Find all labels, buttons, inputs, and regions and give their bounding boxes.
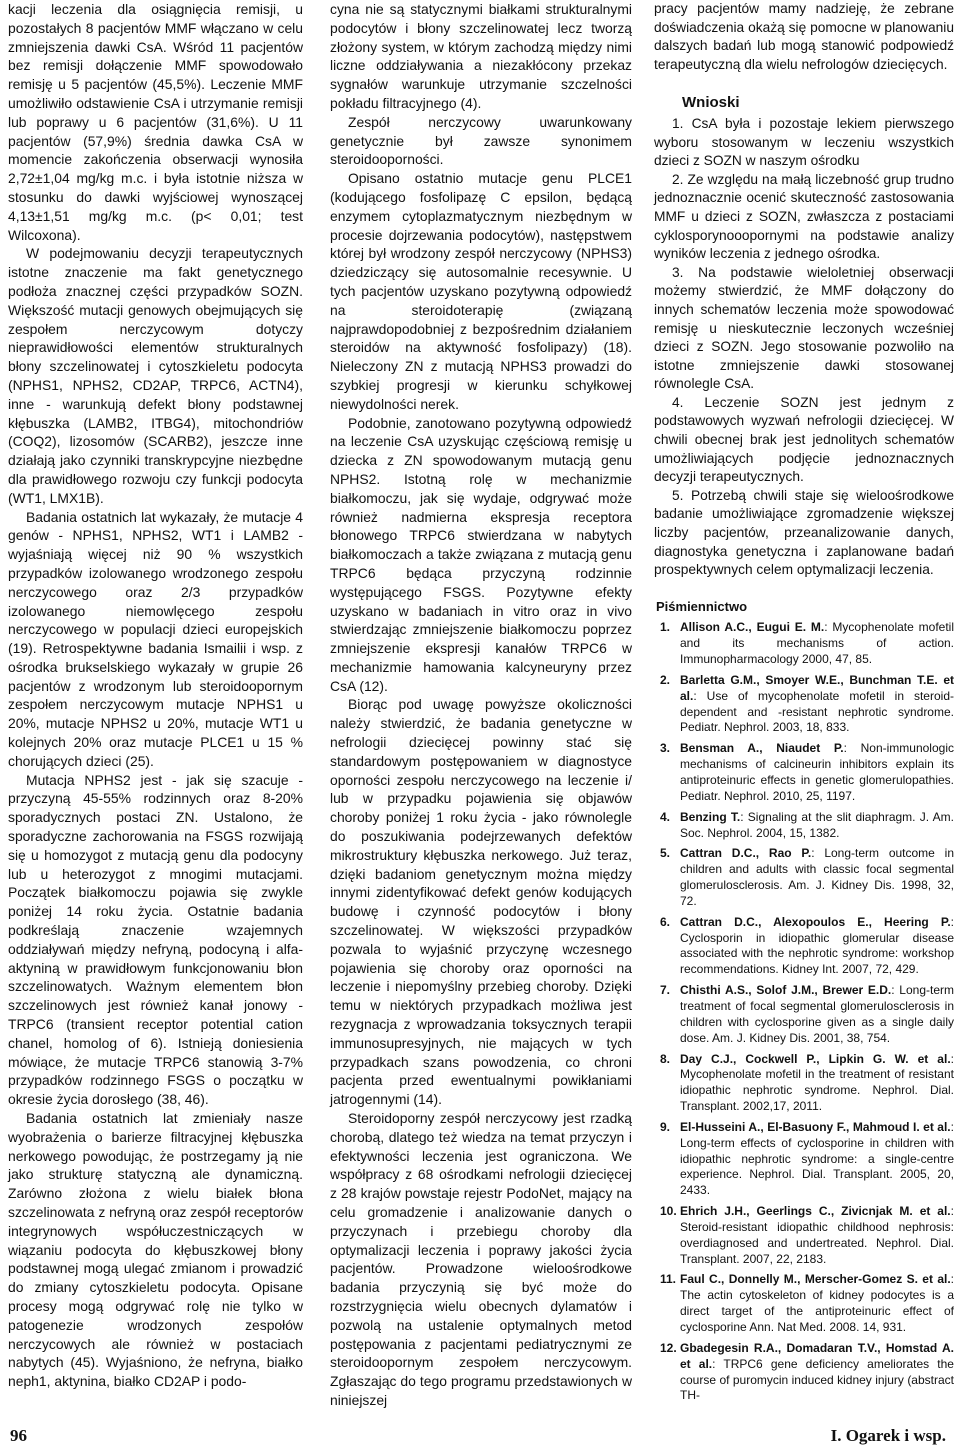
reference-authors: Bensman A., Niaudet P. bbox=[680, 741, 844, 756]
reference-number: 1. bbox=[660, 620, 671, 635]
reference-text: : Cyclosporin in idiopathic glomerular disease associated with the nephrotic syndrome: workshop recommendations. Kidney Int. 2007, 72, 429. bbox=[680, 914, 954, 977]
paragraph: Badania ostatnich lat zmieniały nasze wyobrażenia o barierze filtracyjnej kłębuszka nerkowego powodując, że postrzegamy ją nie jako strukturę statyczną ale dynamiczną. Zarówno złożona z wielu białek błona szczelinowata z nefryną oraz zespół receptorów integrynowych współuczestniczących w wiązaniu podocyta do kłębuszkowej błony podstawnej mogą ulegać zmianom i prowadzić do zmiany cytoszkieletu podocyta. Opisane procesy mogą odgrywać rolę nie tylko w patogenezie wrodzonych zespołów nerczycowych ale również w postaciach nabytych (45). Wyjaśniono, że nefryna, białko neph1, aktynina, białko CD2AP i podo- bbox=[8, 1110, 303, 1390]
reference-authors: El-Husseini A., El-Basuony F., Mahmoud I. et al. bbox=[680, 1119, 951, 1134]
running-head: I. Ogarek i wsp. bbox=[830, 1426, 946, 1445]
reference-number: 2. bbox=[660, 672, 671, 687]
reference-item bbox=[654, 673, 954, 736]
reference-item bbox=[654, 846, 954, 909]
conclusions-list bbox=[654, 115, 954, 580]
references-heading: Piśmiennictwo bbox=[656, 598, 748, 614]
reference-text: : Signaling at the slit diaphragm. J. Am. Soc. Nephrol. 2004, 15, 1382. bbox=[680, 809, 954, 840]
references-list bbox=[654, 620, 954, 1404]
paragraph: Zespół nerczycowy uwarunkowany genetycznie był zawsze synonimem steroidooporności. bbox=[330, 113, 632, 168]
reference-number: 11. bbox=[660, 1272, 677, 1287]
reference-authors: Gbadegesin R.A., Domadaran T.V., Homstad A. et al. bbox=[680, 1340, 954, 1371]
reference-authors: Ehrich J.H., Geerlings C., Zivicnjak M. et al. bbox=[680, 1204, 951, 1219]
reference-item bbox=[654, 915, 954, 978]
reference-number: 6. bbox=[660, 914, 671, 929]
conclusion-item: 2. Ze względu na małą liczebność grup trudno jednoznacznie ocenić skuteczność zastosowania MMF u dzieci z SOZN, zwłaszcza z postaciami cyklosporynooopornymi na podstawie analizy wyników leczenia z jednego ośrodka. bbox=[654, 171, 954, 262]
paragraph: W podejmowaniu decyzji terapeutycznych istotne znaczenie ma fakt genetycznego podłoża znacznej części przypadków SOZN. Większość mutacji genowych obejmujących się zespołem nerczycowym dotyczy nieprawidłowości elementów strukturalnych błony szczelinowatej i cytoszkieletu podocyta (NPHS1, NPHS2, CD2AP, TRPC6, ACTN4), inne - warunkują defekt błony podstawnej kłębuszka (LAMB2, ITBG4), mitochondriów (COQ2), lizosomów (SCARB2), jeszcze inne działają jako czynniki transkrypcyjne niezbędne dla prawidłowego rozwoju czy funkcji podocyta (WT1, LMX1B). bbox=[8, 245, 303, 506]
reference-number: 4. bbox=[660, 809, 671, 824]
text-column-3 bbox=[654, 0, 954, 1409]
reference-item bbox=[654, 1204, 954, 1267]
reference-item bbox=[654, 810, 954, 842]
page-footer bbox=[0, 1426, 960, 1450]
reference-item bbox=[654, 741, 954, 804]
reference-authors: Cattran D.C., Alexopoulos E., Heering P. bbox=[680, 914, 951, 929]
reference-number: 12. bbox=[660, 1340, 677, 1355]
reference-number: 3. bbox=[660, 741, 671, 756]
reference-item bbox=[654, 1052, 954, 1115]
reference-number: 10. bbox=[660, 1204, 677, 1219]
reference-authors: Day C.J., Cockwell P., Lipkin G. W. et al. bbox=[680, 1051, 951, 1066]
reference-authors: Cattran D.C., Rao P. bbox=[680, 846, 812, 861]
reference-item bbox=[654, 1120, 954, 1199]
conclusions-heading: Wnioski bbox=[682, 94, 740, 112]
conclusion-item: 5. Potrzebą chwili staje się wieloośrodkowe badanie umożliwiające zgromadzenie większej liczby pacjentów, przeanalizowanie danych, diagnostyka genetyczna i zaplanowane badań prospektywnych celem optymalizacji leczenia. bbox=[654, 487, 954, 578]
reference-text: : TRPC6 gene deficiency ameliorates the course of puromycin induced kidney injury (abstract TH- bbox=[680, 1356, 954, 1403]
reference-text: : Non-immunologic mechanisms of calcineurin inhibitors explain its antiproteinuric effects in genetic glomerulopathies. Pediatr. Nephrol. 2010, 25, 1197. bbox=[680, 741, 954, 803]
reference-text: : Steroid-resistant idiopathic childhood nephrosis: overdiagnosed and undertreated. Nephrol. Dial. Transplant. 2007, 22, 2183. bbox=[680, 1204, 954, 1266]
reference-authors: Allison A.C., Eugui E. M. bbox=[680, 620, 825, 635]
paragraph: Mutacja NPHS2 jest - jak się szacuje - przyczyną 45-55% rodzinnych oraz 8-20% sporadycznych postaci ZN. Ustalono, że sporadyczne zachorowania na FSGS rozwijają się u homozygot z mutacją genu dla podocyny lub u heterozygot z mnogimi mutacjami. Początek białkomoczu pojawia się zwykle poniżej 14 roku życia. Ostatnie badania podkreślają znaczenie wzajemnych oddziaływań między nefryną, podocyną i alfa-aktyniną w prawidłowym funkcjonowaniu błon szczelinowatych. Ważnym elementem błon szczelinowych jest również kanał jonowy - TRPC6 (transient receptor potential cation chanel, homolog of 6). Istnieją doniesienia mówiące, że mutacje TRPC6 stanowią 3-7% przypadków rodzinnego FSGS o początku w okresie życia dorosłego (38, 46). bbox=[8, 771, 303, 1108]
reference-number: 7. bbox=[660, 983, 671, 998]
reference-authors: Faul C., Donnelly M., Merscher-Gomez S. et al. bbox=[680, 1272, 951, 1287]
reference-item bbox=[654, 983, 954, 1046]
paragraph: Steroidoporny zespół nerczycowy jest rzadką chorobą, dlatego też wiedza na temat przyczyn i efektywności leczenia jest ograniczona. We współpracy z 68 ośrodkami nefrologii dziecięcej z 28 krajów powstaje rejestr PodoNet, mający na celu gromadzenie i analizowanie danych o przyczynach i przebiegu choroby dla optymalizacji leczenia i poprawy jakości życia pacjentów. Prowadzone wieloośrodkowe badania przyczynią się być może do rozstrzygnięcia wielu obecnych dylamatów i pozwolą na ustalenie optymalnych metod postępowania z pacjentami pediatrycznymi ze steroidoopornym zespołem nerczycowym. Zgłaszając do tego programu przedstawionych w niniejszej bbox=[330, 1110, 632, 1408]
reference-text: : Mycophenolate mofetil in the treatment of resistant idiopathic nephrotic syndrome. Nephrol. Dial. Transplant. 2002,17, 2011. bbox=[680, 1051, 954, 1114]
page-number: 96 bbox=[10, 1426, 27, 1445]
paragraph: cyna nie są statycznymi białkami strukturalnymi podocytów i błony szczelinowatej lecz tworzą złożony system, w którym zachodzą między nimi liczne oddziaływania a niezakłócony przekaz sygnałów warunkuje utrzymanie szczelności pokładu filtracyjnego (4). bbox=[330, 1, 632, 111]
reference-number: 8. bbox=[660, 1051, 671, 1066]
reference-item bbox=[654, 1341, 954, 1404]
reference-text: : Long-term effects of cyclosporine in children with idiopathic nephrotic syndrome: a single-centre experience. Nephrol. Dial. Transplant. 2005, 20, 2433. bbox=[680, 1119, 954, 1198]
reference-text: : Use of mycophenolate mofetil in steroid-dependent and -resistant nephrotic syndrome. Pediatr. Nephrol. 2003, 18, 833. bbox=[680, 688, 954, 735]
text-column-2 bbox=[330, 0, 632, 1410]
paragraph: pracy pacjentów mamy nadzieję, że zebrane doświadczenia okażą się pomocne w planowaniu dalszych badań lub mogą stanowić podpowiedź terapeutyczną dla wielu nefrologów dziecięcych. bbox=[654, 1, 954, 72]
paragraph: Opisano ostatnio mutacje genu PLCE1 (kodującego fosfolipazę C epsilon, będącą enzymem cytoplazmatycznym niezbędnym w procesie dojrzewania podocytów), następstwem której był wrodzony zespół nerczycowy (NPHS3) dziedziczący się autosomalnie recesywnie. U tych pacjentów uzyskano pozytywną odpowiedź na steroidoterapię (związaną najprawdopodobniej z bezpośrednim działaniem steroidów na aktywność fosfolipazy) (18). Nieleczony ZN z mutacją NPHS3 prowadzi do szybkiej progresji w kierunku schyłkowej niewydolności nerek. bbox=[330, 170, 632, 412]
reference-authors: Barletta G.M., Smoyer W.E., Bunchman T.E. et al. bbox=[680, 672, 954, 703]
conclusion-item: 1. CsA była i pozostaje lekiem pierwszego wyboru stosowanym w leczeniu wszystkich dzieci z SOZN w naszym ośrodku bbox=[654, 115, 954, 169]
reference-text: : Long-term outcome in children and adults with classic focal segmental glomerulosclerosis. Am. J. Kidney Dis. 1998, 32, 72. bbox=[680, 846, 954, 908]
reference-item bbox=[654, 1272, 954, 1335]
reference-text: : Mycophenolate mofetil and its mechanisms of action. Immunopharmacology 2000, 47, 85. bbox=[680, 620, 954, 667]
conclusion-item: 3. Na podstawie wieloletniej obserwacji możemy stwierdzić, że MMF dołączony do innych schematów leczenia może spowodować remisję u nieskutecznie leczonych wcześniej dzieci z SOZN. Jego stosowanie pozwoliło na istotne zmniejszenie dawki stosowanej równolegle CsA. bbox=[654, 264, 954, 392]
paragraph: Biorąc pod uwagę powyższe okoliczności należy stwierdzić, że badania genetyczne w nefrologii dziecięcej powinny stać się standardowym postępowaniem w diagnostyce oporności zespołu nerczycowego na leczenie i/ lub w przypadku pojawienia się objawów choroby poniżej 1 roku życia - jako równolegle do poszukiwania podejrzewanych defektów mikrostruktury kłębuszka nerkowego. Już teraz, dzięki badaniom genetycznym można między innymi zidentyfikować defekt genów kodujących budowę i czynność podocytów i błony szczelinowatej. W większości przypadków pozwala to wyjaśnić przyczynę wczesnego pojawienia się choroby oraz oporności na leczenie i niepomyślny przebieg choroby. Dzięki temu w niektórych przypadkach możliwa jest rezygnacja z wprowadzania toksycznych terapii immunosupresyjnych, nie mających w tych przypadkach szans powodzenia, co chroni pacjenta przed ewentualnymi powikłaniami jatrogennymi (14). bbox=[330, 696, 632, 1108]
reference-number: 5. bbox=[660, 846, 671, 861]
reference-authors: Chisthi A.S., Solof J.M., Brewer E.D. bbox=[680, 983, 892, 998]
paragraph: Podobnie, zanotowano pozytywną odpowiedź na leczenie CsA uzyskując częściową remisję u dziecka z ZN spowodowanym mutacją genu NPHS2. Istotną rolę w mechanizmie białkomoczu, jak się wydaje, odgrywać może również nadmierna ekspresja receptora błonowego TRPC6 stwierdzana w nabytych białkomoczach a także związana z mutacją genu TRPC6 będąca przyczyną rodzinnie występującego FSGS. Pozytywne efekty uzyskano w badaniach in vitro oraz in vivo stwierdzając zmniejszenie białkomoczu poprzez zmniejszenie ekspresji kanałów TRPC6 w mechanizmie hamowania kalcyneuryny przez CsA (12). bbox=[330, 414, 632, 694]
reference-authors: Benzing T. bbox=[680, 809, 741, 824]
reference-number: 9. bbox=[660, 1119, 671, 1134]
conclusion-item: 4. Leczenie SOZN jest jednym z podstawowych wyzwań nefrologii dziecięcej. W chwili obecnej brak jest jednolitych schematów umożliwiających podjęcie jednoznacznych decyzji terapeutycznych. bbox=[654, 394, 954, 485]
reference-text: : Long-term treatment of focal segmental glomerulosclerosis in children with cyclosporine given as a single daily dose. Am. J. Kidney Dis. 2001, 38, 754. bbox=[680, 983, 954, 1045]
reference-item bbox=[654, 620, 954, 668]
text-column-1 bbox=[8, 0, 303, 1391]
reference-text: : The actin cytoskeleton of kidney podocytes is a direct target of the antiproteinuric effect of cyclosporine Ann. Nat Med. 2008. 14, 931. bbox=[680, 1272, 954, 1334]
paragraph: Badania ostatnich lat wykazały, że mutacje 4 genów - NPHS1, NPHS2, WT1 i LAMB2 - wyjaśniają więcej niż 90 % wszystkich przypadków izolowanego wrodzonego zespołu nerczycowego oraz 2/3 przypadków izolowanego niemowlęcego zespołu nerczycowego w populacji dzieci europejskich (19). Retrospektywne badania Ismailii i wsp. z ośrodka brukselskiego wykazały w grupie 26 pacjentów z wrodzonym lub steroidoopornym zespołem nerczycowym mutacje NPHS1 u 20%, mutacje NPHS2 u 20%, mutacje WT1 u kolejnych 20% oraz mutacje PLCE1 u 15 % chorujących dzieci (25). bbox=[8, 508, 303, 769]
paragraph: kacji leczenia dla osiągnięcia remisji, u pozostałych 8 pacjentów MMF włączano w celu zmniejszenia dawki CsA. Wśród 11 pacjentów bez remisji dołączenie MMF spowodowało remisję u 5 pacjentów (45,5%). Leczenie MMF umożliwiło odstawienie CsA i utrzymanie remisji lub poprawy u 6 pacjentów (31,6%). U 11 pacjentów (57,9%) średnia dawka CsA w momencie zakończenia obserwacji wynosiła 2,72±1,04 mg/kg m.c. i była istotnie niższa w stosunku do dawki wyjściowej wynoszącej 4,13±1,51 mg/kg m.c. (p< 0,01; test Wilcoxona). bbox=[8, 1, 303, 243]
